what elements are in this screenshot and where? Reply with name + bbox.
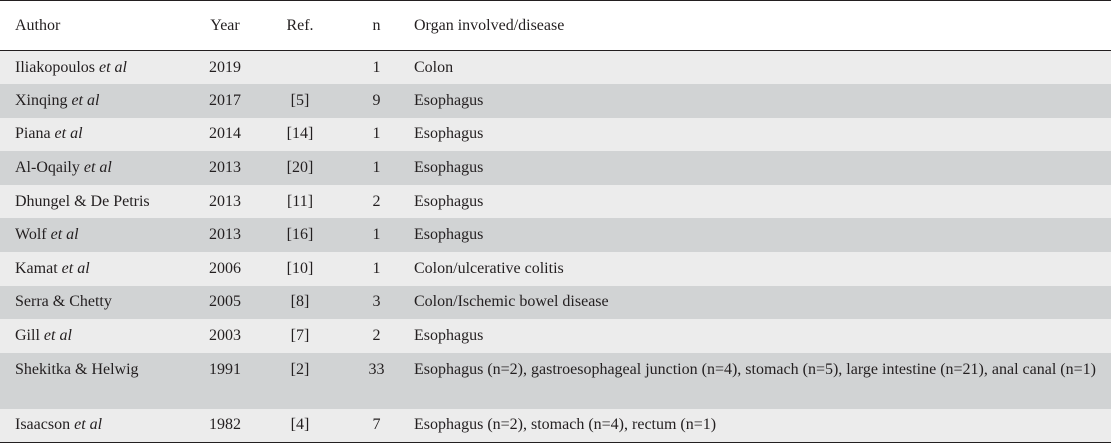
table-row	[0, 51, 1111, 85]
author-cell	[0, 319, 199, 353]
ref-cell: [20]	[286, 159, 314, 177]
ref-cell: [7]	[290, 327, 310, 345]
n-cell: 1	[372, 125, 381, 143]
n-cell: 1	[372, 226, 381, 244]
et-al: et al	[71, 91, 100, 109]
author-cell	[0, 286, 199, 320]
table-row	[0, 118, 1111, 152]
et-al: et al	[99, 58, 127, 76]
organ-cell: Esophagus (n=2), stomach (n=4), rectum (n=1)	[414, 416, 717, 434]
author-cell	[0, 409, 199, 443]
n-cell: 2	[372, 192, 381, 210]
organ-cell: Esophagus	[414, 192, 484, 210]
author-name: Kamat	[15, 259, 58, 277]
organ-cell: Colon	[414, 58, 454, 76]
et-al: et al	[74, 416, 103, 434]
ref-cell: [2]	[290, 360, 310, 378]
ref-cell: [8]	[290, 293, 310, 311]
ref-cell: [16]	[286, 226, 314, 244]
organ-cell: Colon/ulcerative colitis	[414, 259, 564, 277]
year-cell: 2003	[209, 327, 241, 345]
table-row	[0, 409, 1111, 443]
header-author: Author	[15, 16, 61, 34]
ref-cell	[265, 51, 351, 85]
author-name: Wolf	[15, 226, 47, 244]
n-cell: 7	[372, 416, 381, 434]
year-cell: 2017	[209, 91, 241, 109]
author-cell	[0, 252, 199, 286]
year-cell: 2013	[209, 226, 241, 244]
author-cell	[0, 51, 199, 85]
year-cell: 1991	[209, 360, 241, 378]
year-cell: 2005	[209, 293, 241, 311]
author-name: Iliakopoulos	[15, 58, 95, 76]
organ-cell: Esophagus (n=2), gastroesophageal junction (n=4), stomach (n=5), large intestine (n=21), anal canal (n=1)	[414, 360, 1096, 378]
year-cell: 2013	[209, 159, 241, 177]
table-row	[0, 218, 1111, 252]
n-cell: 1	[372, 58, 381, 76]
author-cell	[0, 185, 199, 219]
author-name: Dhungel & De Petris	[15, 192, 150, 210]
ref-cell: [10]	[286, 259, 314, 277]
et-al: et al	[61, 259, 90, 277]
et-al: et al	[43, 327, 72, 345]
n-cell: 9	[372, 91, 381, 109]
author-cell	[0, 218, 199, 252]
year-cell: 1982	[209, 416, 241, 434]
header-year: Year	[210, 16, 240, 34]
header-ref: Ref.	[286, 16, 314, 34]
organ-cell: Esophagus	[414, 91, 484, 109]
table-row	[0, 286, 1111, 320]
n-cell: 33	[368, 360, 385, 378]
table-row	[0, 185, 1111, 219]
organ-cell: Esophagus	[414, 327, 484, 345]
ref-cell: [5]	[290, 91, 310, 109]
author-cell	[0, 151, 199, 185]
year-cell: 2013	[209, 192, 241, 210]
table-row	[0, 319, 1111, 353]
organ-cell: Esophagus	[414, 159, 484, 177]
author-name: Xinqing	[15, 91, 68, 109]
author-name: Serra & Chetty	[15, 293, 112, 311]
table-row	[0, 151, 1111, 185]
n-cell: 2	[372, 327, 381, 345]
header-n: n	[372, 16, 381, 34]
year-cell: 2006	[209, 259, 241, 277]
author-name: Isaacson	[15, 416, 71, 434]
organ-cell: Esophagus	[414, 125, 484, 143]
n-cell: 3	[372, 293, 381, 311]
ref-cell: [11]	[286, 192, 314, 210]
year-cell: 2019	[209, 58, 241, 76]
author-cell	[0, 118, 199, 152]
et-al: et al	[83, 159, 112, 177]
et-al: et al	[54, 125, 83, 143]
organ-cell: Esophagus	[414, 226, 484, 244]
table-header-row	[0, 1, 1111, 51]
author-cell	[0, 353, 199, 409]
year-cell: 2014	[209, 125, 241, 143]
ref-cell: [14]	[286, 125, 314, 143]
n-cell: 1	[372, 259, 381, 277]
table-row	[0, 252, 1111, 286]
author-name: Piana	[15, 125, 51, 143]
header-organ: Organ involved/disease	[414, 16, 565, 34]
organ-cell: Colon/Ischemic bowel disease	[414, 293, 609, 311]
n-cell: 1	[372, 159, 381, 177]
ref-cell: [4]	[290, 416, 310, 434]
table-row	[0, 84, 1111, 118]
author-name: Shekitka & Helwig	[15, 360, 139, 378]
table-row	[0, 353, 1111, 409]
author-name: Al-Oqaily	[15, 159, 80, 177]
author-cell	[0, 84, 199, 118]
et-al: et al	[50, 226, 79, 244]
author-name: Gill	[15, 327, 40, 345]
